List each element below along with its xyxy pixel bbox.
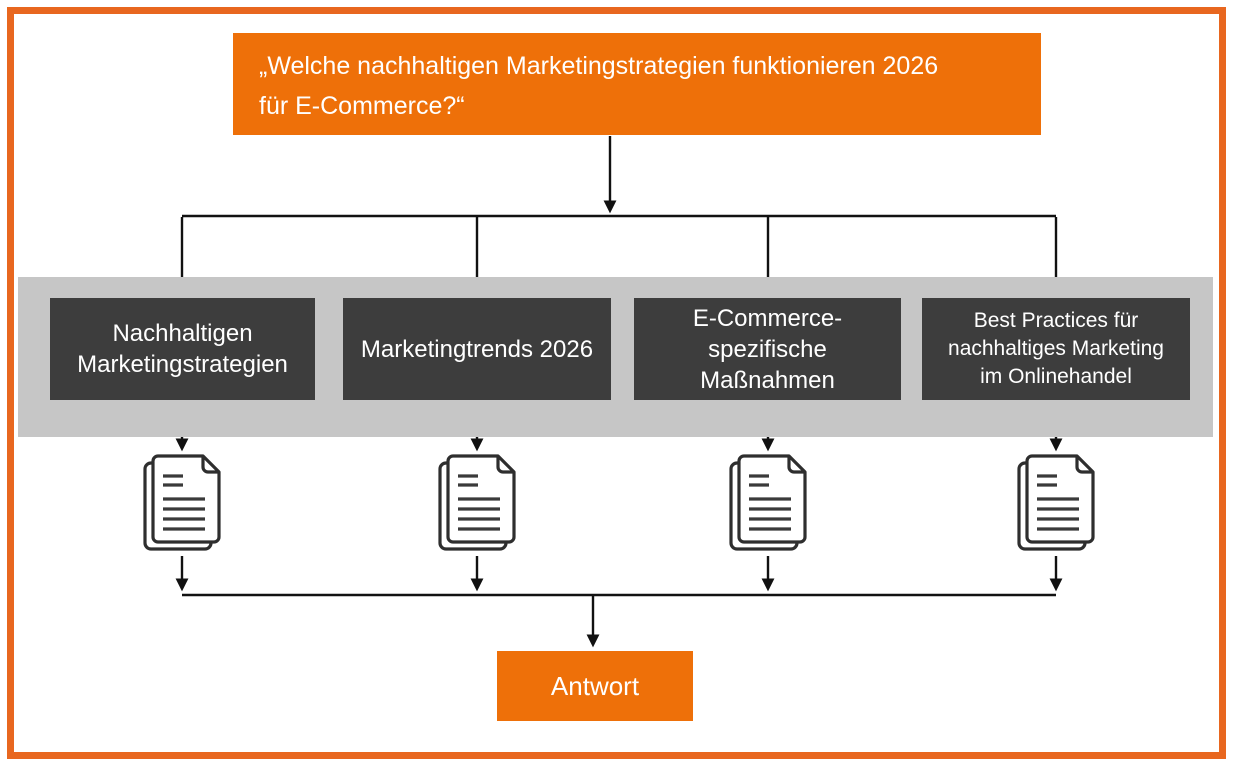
branch-box-marketingtrends-2026: Marketingtrends 2026 <box>343 298 611 400</box>
documents-stack-icon <box>143 454 221 552</box>
documents-stack-icon <box>1017 454 1095 552</box>
question-box: „Welche nachhaltigen Marketingstrategien funktionieren 2026 für E-Commerce?“ <box>233 33 1041 135</box>
branch-box-ecommerce-massnahmen: E-Commerce- spezifische Maßnahmen <box>634 298 901 400</box>
branch-box-best-practices: Best Practices für nachhaltiges Marketing im Onlinehandel <box>922 298 1190 400</box>
documents-stack-icon <box>438 454 516 552</box>
answer-label: Antwort <box>550 670 640 701</box>
answer-box <box>497 651 693 721</box>
documents-stack-icon <box>729 454 807 552</box>
branch-box-nachhaltige-marketingstrategien: Nachhaltigen Marketingstrategien <box>50 298 315 400</box>
